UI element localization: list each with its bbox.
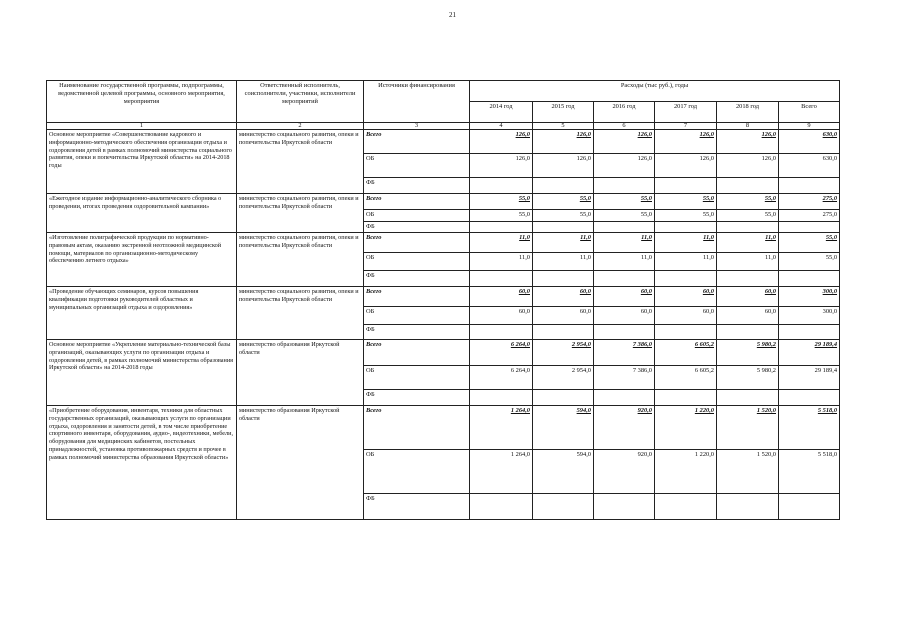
measure-name: Основное мероприятие «Укрепление материально-технической базы организаций, оказывающих услуги по организации отдыха и оздоровления детей, в рамках полномочий министерства образования Иркутской области» на 2014-2018 годы — [47, 340, 237, 406]
column-number: 8 — [717, 123, 779, 130]
amount-total: 29 189,4 — [779, 366, 840, 390]
funding-source: Всего — [364, 340, 470, 366]
amount-year: 11,0 — [717, 233, 779, 253]
amount-year — [533, 325, 594, 340]
column-number: 2 — [237, 123, 364, 130]
amount-year: 126,0 — [533, 130, 594, 154]
amount-year: 55,0 — [594, 210, 655, 222]
amount-year: 55,0 — [717, 210, 779, 222]
funding-source: ФБ — [364, 325, 470, 340]
amount-year: 126,0 — [717, 154, 779, 178]
amount-year: 6 264,0 — [470, 340, 533, 366]
table-row — [47, 406, 840, 450]
measure-name: «Приобретение оборудования, инвентаря, техники для областных государственных организаций, оказывающих услуги по организации отдыха, оздоровления и занятости детей, в том числе приобретение спортивного инвентаря, оборудования, аудио-, видеотехники, мебели, оборудования для медицинских кабинетов, постельных принадлежностей, установка противопожарных средств и прочее в рамках полномочий министерства образования Иркутской области» — [47, 406, 237, 520]
table-row — [47, 194, 840, 210]
amount-total — [779, 325, 840, 340]
amount-year — [655, 390, 717, 406]
amount-year: 6 605,2 — [655, 366, 717, 390]
amount-year: 11,0 — [470, 253, 533, 271]
amount-year — [594, 390, 655, 406]
column-number-row — [47, 123, 840, 130]
measure-executor: министерство социального развития, опеки и попечительства Иркутской области — [237, 287, 364, 340]
amount-year: 60,0 — [717, 307, 779, 325]
amount-year: 55,0 — [470, 210, 533, 222]
amount-year: 11,0 — [655, 233, 717, 253]
amount-year: 60,0 — [594, 307, 655, 325]
amount-year: 126,0 — [594, 154, 655, 178]
amount-year: 60,0 — [655, 287, 717, 307]
amount-total: 300,0 — [779, 307, 840, 325]
funding-source: Всего — [364, 287, 470, 307]
amount-year — [594, 222, 655, 233]
amount-year — [533, 390, 594, 406]
amount-year — [594, 271, 655, 287]
amount-year: 1 264,0 — [470, 406, 533, 450]
amount-year: 55,0 — [533, 210, 594, 222]
header-total: Всего — [779, 102, 840, 123]
measure-executor: министерство образования Иркутской области — [237, 406, 364, 520]
funding-source: ФБ — [364, 222, 470, 233]
measure-executor: министерство социального развития, опеки и попечительства Иркутской области — [237, 194, 364, 233]
amount-total: 55,0 — [779, 253, 840, 271]
table-row — [47, 233, 840, 253]
budget-table — [46, 80, 840, 520]
amount-year: 5 980,2 — [717, 340, 779, 366]
amount-year — [533, 222, 594, 233]
amount-year — [533, 178, 594, 194]
amount-year — [470, 271, 533, 287]
funding-source: ФБ — [364, 178, 470, 194]
amount-year — [470, 178, 533, 194]
amount-total — [779, 222, 840, 233]
amount-year — [717, 178, 779, 194]
amount-year: 60,0 — [470, 307, 533, 325]
amount-year: 126,0 — [594, 130, 655, 154]
amount-year — [655, 271, 717, 287]
measure-name: «Проведение обучающих семинаров, курсов повышения квалификации подготовки руководителей областных и муниципальных организаций отдыха и оздоровления» — [47, 287, 237, 340]
funding-source: Всего — [364, 406, 470, 450]
funding-source: ФБ — [364, 494, 470, 520]
column-number: 6 — [594, 123, 655, 130]
amount-year — [717, 271, 779, 287]
measure-executor: министерство образования Иркутской области — [237, 340, 364, 406]
amount-year: 55,0 — [533, 194, 594, 210]
amount-year: 60,0 — [717, 287, 779, 307]
funding-source: ОБ — [364, 253, 470, 271]
amount-year: 5 980,2 — [717, 366, 779, 390]
amount-total — [779, 390, 840, 406]
funding-source: ФБ — [364, 271, 470, 287]
column-number: 7 — [655, 123, 717, 130]
amount-year — [655, 222, 717, 233]
amount-total: 275,0 — [779, 210, 840, 222]
amount-year: 6 605,2 — [655, 340, 717, 366]
amount-year: 55,0 — [470, 194, 533, 210]
amount-year — [470, 325, 533, 340]
amount-total: 29 189,4 — [779, 340, 840, 366]
amount-year: 594,0 — [533, 406, 594, 450]
amount-year: 920,0 — [594, 406, 655, 450]
header-year: 2018 год — [717, 102, 779, 123]
amount-year — [717, 222, 779, 233]
amount-year: 1 264,0 — [470, 450, 533, 494]
amount-year — [717, 325, 779, 340]
amount-year — [655, 178, 717, 194]
amount-year: 2 954,0 — [533, 340, 594, 366]
amount-year: 2 954,0 — [533, 366, 594, 390]
funding-source: ОБ — [364, 307, 470, 325]
table-body — [47, 130, 840, 520]
column-number: 9 — [779, 123, 840, 130]
measure-executor: министерство социального развития, опеки и попечительства Иркутской области — [237, 130, 364, 194]
amount-year: 55,0 — [594, 194, 655, 210]
amount-total: 55,0 — [779, 233, 840, 253]
funding-source: ОБ — [364, 210, 470, 222]
amount-year — [533, 494, 594, 520]
amount-year: 60,0 — [655, 307, 717, 325]
funding-source: ФБ — [364, 390, 470, 406]
amount-year: 920,0 — [594, 450, 655, 494]
amount-total — [779, 494, 840, 520]
amount-year — [717, 390, 779, 406]
amount-year: 11,0 — [594, 253, 655, 271]
amount-year: 1 520,0 — [717, 450, 779, 494]
amount-year: 55,0 — [717, 194, 779, 210]
funding-source: ОБ — [364, 450, 470, 494]
amount-year: 11,0 — [594, 233, 655, 253]
amount-year: 11,0 — [533, 253, 594, 271]
measure-name: «Ежегодное издание информационно-аналитического сборника о проведении, итогах проведения оздоровительной кампании» — [47, 194, 237, 233]
header-year: 2017 год — [655, 102, 717, 123]
amount-year: 1 520,0 — [717, 406, 779, 450]
funding-source: ОБ — [364, 366, 470, 390]
amount-year — [655, 494, 717, 520]
amount-year: 126,0 — [470, 154, 533, 178]
amount-year: 126,0 — [533, 154, 594, 178]
amount-year: 1 220,0 — [655, 406, 717, 450]
column-number: 1 — [47, 123, 237, 130]
page-number: 21 — [449, 11, 456, 19]
amount-year: 6 264,0 — [470, 366, 533, 390]
amount-total: 5 518,0 — [779, 406, 840, 450]
amount-year: 55,0 — [655, 210, 717, 222]
amount-year — [533, 271, 594, 287]
column-number: 5 — [533, 123, 594, 130]
amount-year: 55,0 — [655, 194, 717, 210]
header-year: 2014 год — [470, 102, 533, 123]
amount-year: 126,0 — [655, 154, 717, 178]
amount-year — [655, 325, 717, 340]
amount-year: 11,0 — [470, 233, 533, 253]
funding-source: ОБ — [364, 154, 470, 178]
amount-total: 300,0 — [779, 287, 840, 307]
amount-total — [779, 271, 840, 287]
funding-source: Всего — [364, 130, 470, 154]
amount-year: 60,0 — [533, 287, 594, 307]
measure-executor: министерство социального развития, опеки и попечительства Иркутской области — [237, 233, 364, 287]
amount-year: 594,0 — [533, 450, 594, 494]
header-year: 2016 год — [594, 102, 655, 123]
header-expenses: Расходы (тыс руб.), годы — [470, 81, 840, 102]
amount-year: 60,0 — [594, 287, 655, 307]
column-number: 4 — [470, 123, 533, 130]
amount-year — [594, 494, 655, 520]
amount-total: 275,0 — [779, 194, 840, 210]
header-executor: Ответственный исполнитель, соисполнители, участники, исполнители мероприятий — [237, 81, 364, 123]
header-sources: Источники финансирования — [364, 81, 470, 123]
amount-year: 11,0 — [533, 233, 594, 253]
amount-year — [717, 494, 779, 520]
table-row — [47, 340, 840, 366]
table-row — [47, 287, 840, 307]
header-name: Наименование государственной программы, подпрограммы, ведомственной целевой программы, основного мероприятия, мероприятия — [47, 81, 237, 123]
amount-year: 1 220,0 — [655, 450, 717, 494]
amount-year — [594, 178, 655, 194]
table-row — [47, 130, 840, 154]
amount-year: 7 386,0 — [594, 366, 655, 390]
amount-year: 126,0 — [717, 130, 779, 154]
amount-year: 7 386,0 — [594, 340, 655, 366]
amount-total: 630,0 — [779, 154, 840, 178]
amount-year — [470, 494, 533, 520]
measure-name: Основное мероприятие «Совершенствование кадрового и информационно-методического обеспечения организации отдыха и оздоровления детей в рамках полномочий министерства социального развития, опеки и попечительства Иркутской области» на 2014-2018 годы — [47, 130, 237, 194]
amount-total: 5 518,0 — [779, 450, 840, 494]
amount-year — [594, 325, 655, 340]
column-number: 3 — [364, 123, 470, 130]
amount-year: 11,0 — [717, 253, 779, 271]
amount-year — [470, 222, 533, 233]
amount-year: 60,0 — [470, 287, 533, 307]
amount-year: 126,0 — [655, 130, 717, 154]
amount-year: 60,0 — [533, 307, 594, 325]
amount-year — [470, 390, 533, 406]
measure-name: «Изготовление полиграфической продукции по нормативно-правовым актам, оказанию экстренной неотложной медицинской помощи, материалов по организационно-методическому обеспечению летнего отдыха» — [47, 233, 237, 287]
amount-total: 630,0 — [779, 130, 840, 154]
header-year: 2015 год — [533, 102, 594, 123]
amount-year: 11,0 — [655, 253, 717, 271]
funding-source: Всего — [364, 233, 470, 253]
funding-source: Всего — [364, 194, 470, 210]
amount-year: 126,0 — [470, 130, 533, 154]
amount-total — [779, 178, 840, 194]
